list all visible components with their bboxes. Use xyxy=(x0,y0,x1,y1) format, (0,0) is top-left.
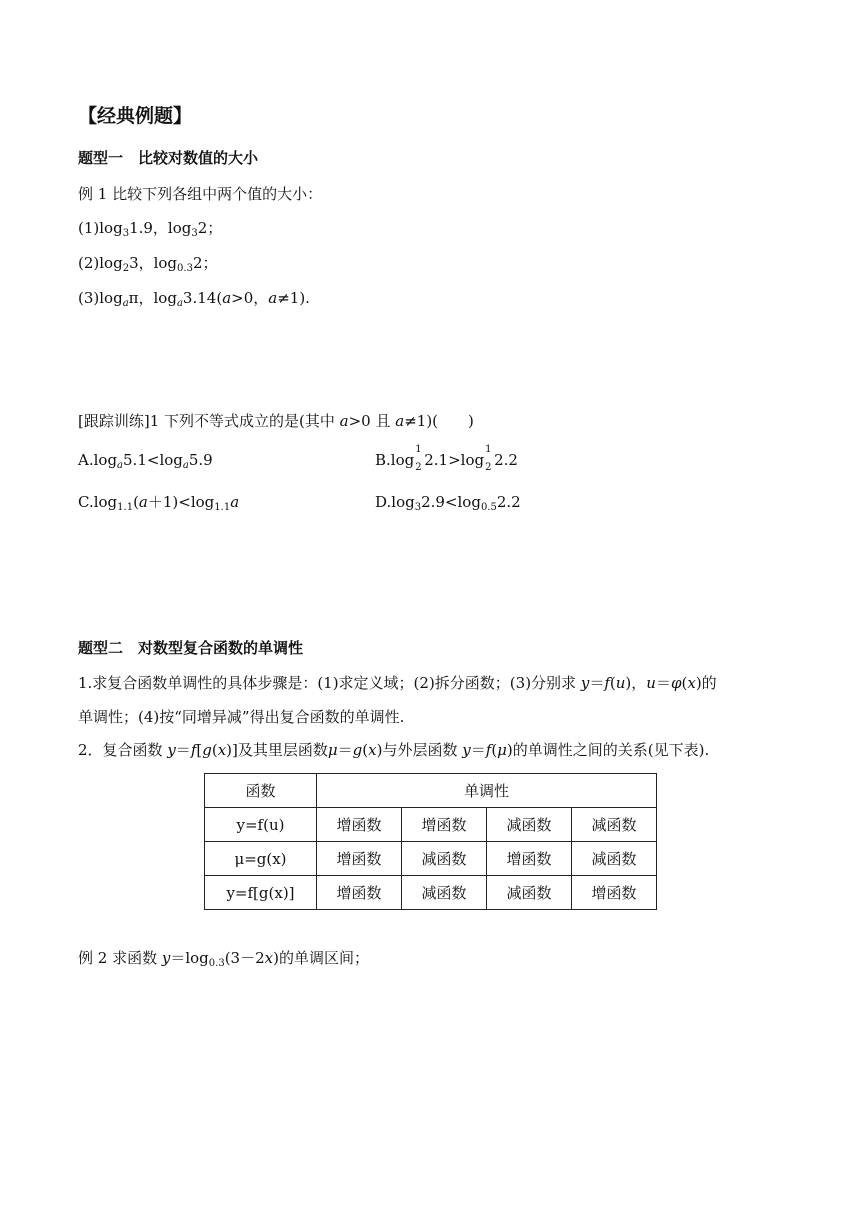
table-cell: 增函数 xyxy=(317,808,402,842)
table-cell: μ=g(x) xyxy=(205,842,317,876)
p1-line2: 单调性；(4)按“同增异减”得出复合函数的单调性. xyxy=(78,708,405,726)
p1-line1: 1.求复合函数单调性的具体步骤是：(1)求定义域；(2)拆分函数；(3)分别求 y＝f(u)，u＝φ(x)的 xyxy=(78,674,717,692)
table-cell: 增函数 xyxy=(317,842,402,876)
table-header-cell: 函数 xyxy=(205,774,317,808)
ex1-item-1: $(1)\log_31.9$，$\log_32$； xyxy=(78,219,223,239)
table-cell: 减函数 xyxy=(572,808,657,842)
monotonicity-table xyxy=(204,773,657,910)
ex1-item-2: $(2)\log_23$，$\log_{0.3}2$； xyxy=(78,254,218,274)
table-cell: 增函数 xyxy=(402,808,487,842)
option-a: $A.\log_a5.1<\log_a5.9$ xyxy=(78,451,213,471)
table-cell: 增函数 xyxy=(487,842,572,876)
ex1-item-3: $(3)\log_a\pi$，$\log_a3.14(a>0$，a≠1). xyxy=(78,289,310,309)
table-cell: 减函数 xyxy=(487,876,572,910)
type1-title: 题型一 比较对数值的大小 xyxy=(78,149,259,167)
option-b: B.log 1 2 2.1>log 1 2 2.2 xyxy=(375,444,518,473)
type2-title: 题型二 对数型复合函数的单调性 xyxy=(78,639,304,657)
practice-stem: [跟踪训练]1 下列不等式成立的是(其中 a>0 且 a≠1)( ) xyxy=(78,412,474,430)
table-row xyxy=(205,808,657,842)
table-header-cell: 单调性 xyxy=(317,774,657,808)
p2-line: 2．复合函数 y＝f[g(x)]及其里层函数μ＝g(x)与外层函数 y＝f(μ)的单调性之间的关系(见下表). xyxy=(78,741,710,759)
table-cell: 减函数 xyxy=(402,842,487,876)
section-title: 【经典例题】 xyxy=(78,105,193,127)
ex1-stem: 例 1 比较下列各组中两个值的大小： xyxy=(78,185,323,203)
table-cell: 增函数 xyxy=(317,876,402,910)
ex2-stem: 例 2 求函数 $y=\log_{0.3}(3-2x)$的单调区间； xyxy=(78,949,369,969)
option-d: $D.\log_32.9<\log_{0.5}2.2$ xyxy=(375,493,521,513)
table-cell: 增函数 xyxy=(572,876,657,910)
table-row xyxy=(205,876,657,910)
table-cell: 减函数 xyxy=(402,876,487,910)
table-cell: 减函数 xyxy=(487,808,572,842)
table-row xyxy=(205,842,657,876)
table-cell: y=f[g(x)] xyxy=(205,876,317,910)
table-cell: 减函数 xyxy=(572,842,657,876)
table-cell: y=f(u) xyxy=(205,808,317,842)
option-c: $C.\log_{1.1}(a+1)<\log_{1.1}a$ xyxy=(78,493,240,513)
table-header-row xyxy=(205,774,657,808)
